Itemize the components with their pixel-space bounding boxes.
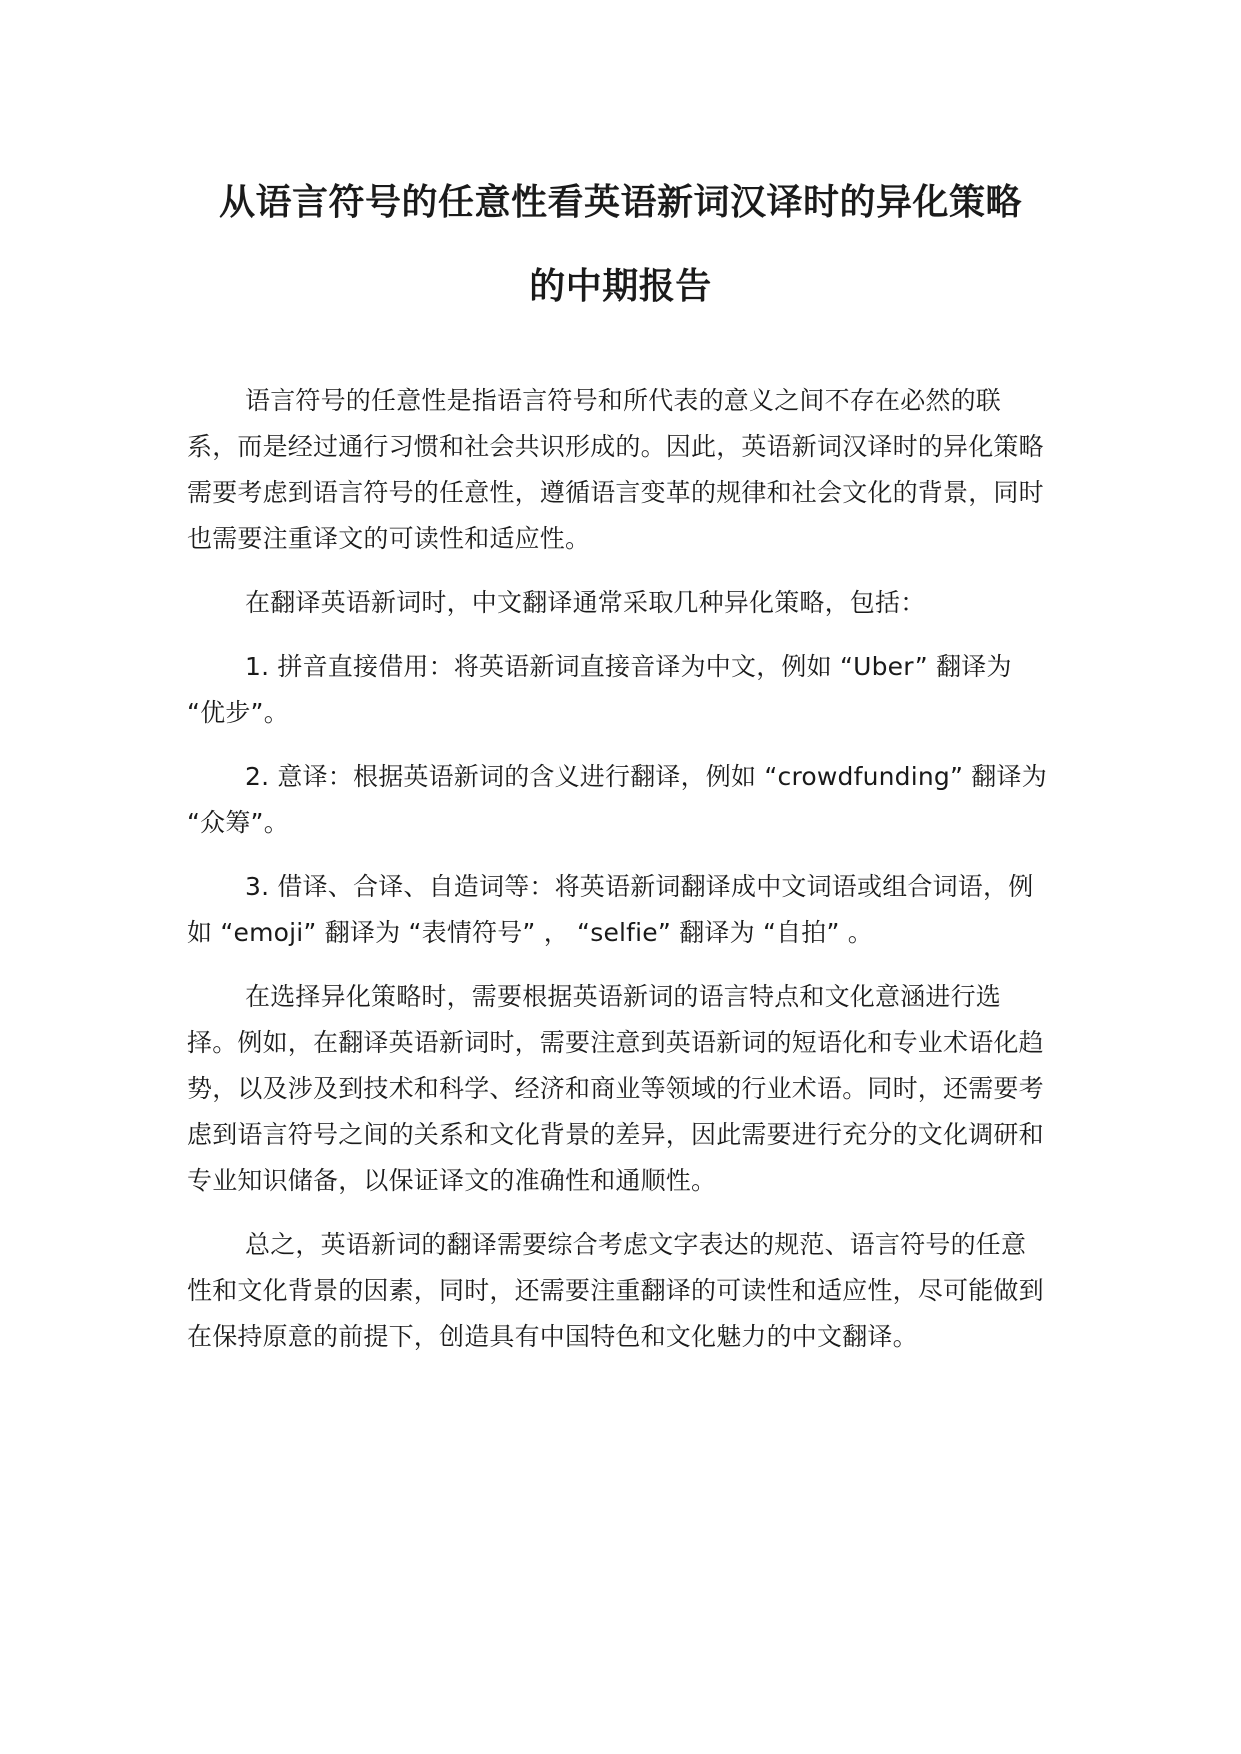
- paragraph-selection: 在选择异化策略时，需要根据英语新词的语言特点和文化意涵进行选择。例如，在翻译英语新词时，需要注意到英语新词的短语化和专业术语化趋势，以及涉及到技术和科学、经济和商业等领域的行业术语。同时，还需要考虑到语言符号之间的关系和文化背景的差异，因此需要进行充分的文化调研和专业知识储备，以保证译文的准确性和通顺性。: [187, 982, 1044, 1195]
- list-item-loan-translation: 3. 借译、合译、自造词等：将英语新词翻译成中文词语或组合词语，例如 “emoji” 翻译为 “表情符号” ， “selfie” 翻译为 “自拍” 。: [187, 872, 1034, 947]
- list-item-pinyin: 1. 拼音直接借用：将英语新词直接音译为中文，例如 “Uber” 翻译为 “优步”。: [187, 652, 1012, 727]
- document-body: [187, 378, 1047, 1378]
- paragraph-conclusion: 总之，英语新词的翻译需要综合考虑文字表达的规范、语言符号的任意性和文化背景的因素，同时，还需要注重翻译的可读性和适应性，尽可能做到在保持原意的前提下，创造具有中国特色和文化魅力的中文翻译。: [187, 1230, 1044, 1351]
- title-line-1: 从语言符号的任意性看英语新词汉译时的异化策略: [218, 182, 1022, 223]
- paragraph-intro: 语言符号的任意性是指语言符号和所代表的意义之间不存在必然的联系，而是经过通行习惯和社会共识形成的。因此，英语新词汉译时的异化策略需要考虑到语言符号的任意性，遵循语言变革的规律和社会文化的背景，同时也需要注重译文的可读性和适应性。: [187, 386, 1044, 553]
- list-item-free-translation: 2. 意译：根据英语新词的含义进行翻译，例如 “crowdfunding” 翻译为 “众筹”。: [187, 762, 1047, 837]
- paragraph-strategies-lead: 在翻译英语新词时，中文翻译通常采取几种异化策略，包括：: [245, 588, 926, 617]
- title-line-2: 的中期报告: [529, 266, 712, 307]
